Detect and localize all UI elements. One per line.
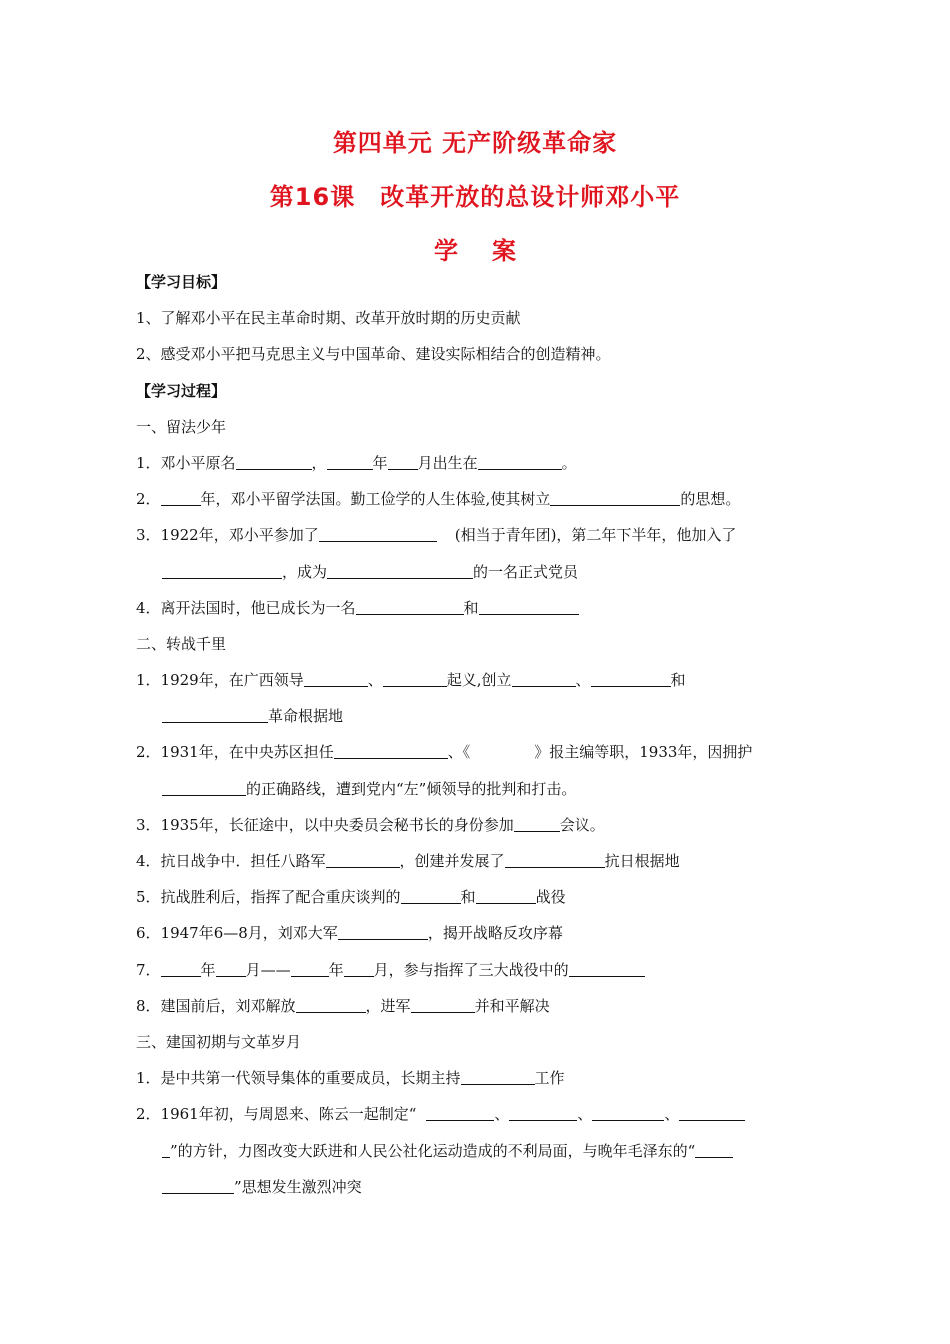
question-b2-cont: 的正确路线，遭到党内“左”倾领导的批判和打击。 xyxy=(136,779,826,815)
blank[interactable] xyxy=(479,599,579,615)
blank[interactable] xyxy=(216,961,246,977)
blank[interactable] xyxy=(162,1142,170,1158)
blank[interactable] xyxy=(512,671,576,687)
blank[interactable] xyxy=(383,671,447,687)
blank[interactable] xyxy=(296,997,366,1013)
blank[interactable] xyxy=(327,563,473,579)
blank[interactable] xyxy=(569,961,645,977)
blank[interactable] xyxy=(162,563,282,579)
process-heading: 【学习过程】 xyxy=(136,381,227,400)
question-c2-cont-2: ”思想发生激烈冲突 xyxy=(136,1177,826,1213)
question-b1: 1．1929年，在广西领导 、 起义,创立 、 和 xyxy=(136,671,686,690)
blank[interactable] xyxy=(338,924,428,940)
goal-1: 1、了解邓小平在民主革命时期、改革开放时期的历史贡献 xyxy=(136,309,521,328)
blank[interactable] xyxy=(344,961,374,977)
question-b7: 7． 年 月—— 年 月，参与指挥了三大战役中的 xyxy=(136,960,826,996)
question-c2: 2．1961年初，与周恩来、陈云一起制定“ 、 、 、 xyxy=(136,1104,826,1140)
question-c2-cont: ”的方针，力图改变大跃进和人民公社化运动造成的不利局面，与晚年毛泽东的“ xyxy=(136,1141,826,1177)
section-1-heading: 一、留法少年 xyxy=(136,417,227,436)
question-b4: 4．抗日战争中．担任八路军 ，创建并发展了 抗日根据地 xyxy=(136,852,680,870)
question-c1: 1．是中共第一代领导集体的重要成员，长期主持 工作 xyxy=(136,1069,565,1088)
blank[interactable] xyxy=(161,961,201,977)
blank[interactable] xyxy=(550,490,680,506)
question-b6: 6．1947年6—8月，刘邓大军 ，揭开战略反攻序幕 xyxy=(136,924,563,943)
blank[interactable] xyxy=(291,961,329,977)
blank[interactable] xyxy=(356,599,464,615)
blank[interactable] xyxy=(162,1178,234,1194)
blank[interactable] xyxy=(162,780,246,796)
lesson-title: 第16课 改革开放的总设计师邓小平 xyxy=(269,183,681,211)
blank[interactable] xyxy=(509,1105,577,1121)
question-a4: 4．离开法国时，他已成长为一名 和 xyxy=(136,598,826,634)
blank[interactable] xyxy=(236,454,312,470)
doc-type-title: 学案 xyxy=(434,237,550,265)
blank[interactable] xyxy=(327,454,373,470)
unit-title: 第四单元 无产阶级革命家 xyxy=(332,129,618,157)
blank[interactable] xyxy=(162,707,268,723)
blank[interactable] xyxy=(476,888,536,904)
blank[interactable] xyxy=(388,454,418,470)
worksheet-body xyxy=(136,272,826,1213)
blank[interactable] xyxy=(679,1105,745,1121)
blank[interactable] xyxy=(505,852,605,868)
question-a3: 3．1922年，邓小平参加了 (相当于青年团)，第二年下半年，他加入了 xyxy=(136,526,737,545)
section-3-heading: 三、建国初期与文革岁月 xyxy=(136,1032,302,1051)
question-b5: 5．抗战胜利后，指挥了配合重庆谈判的 和 战役 xyxy=(136,888,566,907)
blank[interactable] xyxy=(411,997,475,1013)
goal-2: 2、感受邓小平把马克思主义与中国革命、建设实际相结合的创造精神。 xyxy=(136,345,611,364)
question-a1: 1．邓小平原名 ， 年 月出生在 。 xyxy=(136,453,577,472)
blank[interactable] xyxy=(591,671,671,687)
blank[interactable] xyxy=(304,671,368,687)
blank[interactable] xyxy=(514,816,560,832)
blank[interactable] xyxy=(695,1142,733,1158)
blank[interactable] xyxy=(461,1069,535,1085)
blank[interactable] xyxy=(401,888,461,904)
blank[interactable] xyxy=(334,743,448,759)
blank[interactable] xyxy=(326,852,400,868)
goals-heading: 【学习目标】 xyxy=(136,273,227,291)
blank[interactable] xyxy=(478,454,562,470)
question-a2: 2． 年，邓小平留学法国。勤工俭学的人生体验,使其树立 的思想。 xyxy=(136,490,741,509)
question-b3: 3．1935年，长征途中，以中央委员会秘书长的身份参加 会议。 xyxy=(136,815,605,834)
blank[interactable] xyxy=(426,1105,494,1121)
question-b2: 2．1931年，在中央苏区担任 、《 》报主编等职，1933年，因拥护 xyxy=(136,743,753,762)
question-b8: 8．建国前后，刘邓解放 ，进军 并和平解决 xyxy=(136,996,550,1015)
blank[interactable] xyxy=(592,1105,664,1121)
question-b1-cont: 革命根据地 xyxy=(136,706,826,742)
title-block xyxy=(0,128,950,290)
blank[interactable] xyxy=(319,526,437,542)
question-a3-cont: ，成为 的一名正式党员 xyxy=(136,562,826,598)
blank[interactable] xyxy=(161,490,201,506)
section-2-heading: 二、转战千里 xyxy=(136,634,227,653)
